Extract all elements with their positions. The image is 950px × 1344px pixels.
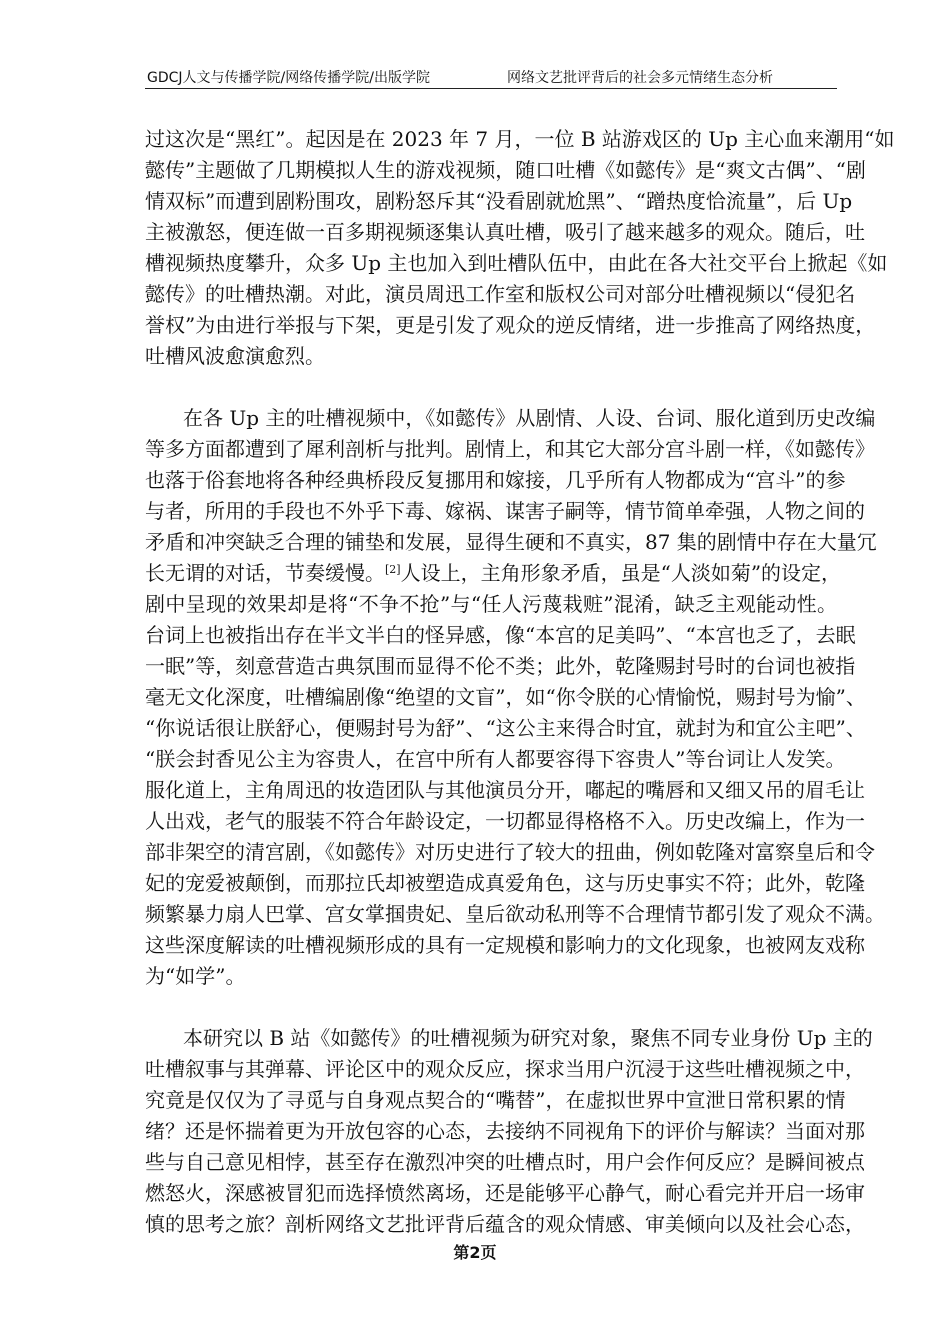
text-line: 吐槽风波愈演愈烈。 bbox=[145, 344, 325, 368]
header-paper-title: 网络文艺批评背后的社会多元情绪生态分析 bbox=[507, 70, 773, 86]
text-line: 主被激怒，便连做一百多期视频逐集认真吐槽，吸引了越来越多的观众。随后，吐 bbox=[145, 220, 865, 244]
text-line: 在各 Up 主的吐槽视频中，《如懿传》从剧情、人设、台词、服化道到历史改编 bbox=[183, 406, 876, 430]
text-line: 槽视频热度攀升，众多 Up 主也加入到吐槽队伍中，由此在各大社交平台上掀起《如 bbox=[145, 251, 888, 275]
page-header bbox=[145, 64, 837, 89]
text-line: “你说话很让朕舒心，便赐封号为舒”、“这公主来得合时宜，就封为和宜公主吧”、 bbox=[145, 716, 866, 740]
paragraph bbox=[145, 124, 895, 372]
citation-marker: [2] bbox=[385, 563, 401, 576]
text-line: 情双标”而遭到剧粉围攻，剧粉怒斥其“没看剧就尬黑”、“蹭热度恰流量”，后 Up bbox=[145, 189, 853, 213]
document-body bbox=[145, 124, 895, 1271]
text-line: 台词上也被指出存在半文半白的怪异感，像“本宫的足美吗”、“本宫也乏了，去眠 bbox=[145, 623, 856, 647]
text-line: 等多方面都遭到了犀利剖析与批判。剧情上，和其它大部分宫斗剧一样，《如懿传》 bbox=[145, 437, 875, 461]
text-line: 懿传》的吐槽热潮。对此，演员周迅工作室和版权公司对部分吐槽视频以“侵犯名 bbox=[145, 282, 856, 306]
text-line: 剧中呈现的效果却是将“不争不抢”与“任人污蔑栽赃”混淆，缺乏主观能动性。 bbox=[145, 592, 837, 616]
text-line: 服化道上，主角周迅的妆造团队与其他演员分开，嘟起的嘴唇和又细又吊的眉毛让 bbox=[145, 778, 865, 802]
page-number: 第2页 bbox=[453, 1243, 497, 1262]
text-line: 究竟是仅仅为了寻觅与自身观点契合的“嘴替”，在虚拟世界中宣泄日常积累的情 bbox=[145, 1088, 846, 1112]
text-line: 本研究以 B 站《如懿传》的吐槽视频为研究对象，聚焦不同专业身份 Up 主的 bbox=[183, 1026, 873, 1050]
text-line: 这些深度解读的吐槽视频形成的具有一定规模和影响力的文化现象，也被网友戏称 bbox=[145, 933, 865, 957]
text-line: 也落于俗套地将各种经典桥段反复挪用和嫁接，几乎所有人物都成为“宫斗”的参 bbox=[145, 468, 846, 492]
text-line: 长无谓的对话，节奏缓慢。[2]人设上，主角形象矛盾，虽是“人淡如菊”的设定， bbox=[145, 561, 842, 585]
text-line: 与者，所用的手段也不外乎下毒、嫁祸、谋害子嗣等，情节简单牵强，人物之间的 bbox=[145, 499, 865, 523]
text-line: 绪？还是怀揣着更为开放包容的心态，去接纳不同视角下的评价与解读？当面对那 bbox=[145, 1119, 865, 1143]
text-line: 些与自己意见相悖，甚至存在激烈冲突的吐槽点时，用户会作何反应？是瞬间被点 bbox=[145, 1150, 865, 1174]
header-institution: GDCJ人文与传播学院/网络传播学院/出版学院 bbox=[147, 70, 430, 86]
paragraph bbox=[145, 1023, 873, 1240]
text-line: 燃怒火，深感被冒犯而选择愤然离场，还是能够平心静气，耐心看完并开启一场审 bbox=[145, 1181, 865, 1205]
text-line: 一眠”等，刻意营造古典氛围而显得不伦不类；此外，乾隆赐封号时的台词也被指 bbox=[145, 654, 856, 678]
text-line: 毫无文化深度，吐槽编剧像“绝望的文盲”，如“你令朕的心情愉悦，赐封号为愉”、 bbox=[145, 685, 866, 709]
text-line: 矛盾和冲突缺乏合理的铺垫和发展，显得生硬和不真实，87 集的剧情中存在大量冗 bbox=[145, 530, 877, 554]
paragraph bbox=[145, 403, 885, 992]
text-line: 为“如学”。 bbox=[145, 964, 246, 988]
text-line: 吐槽叙事与其弹幕、评论区中的观众反应，探求当用户沉浸于这些吐槽视频之中， bbox=[145, 1057, 865, 1081]
text-line: 人出戏，老气的服装不符合年龄设定，一切都显得格格不入。历史改编上，作为一 bbox=[145, 809, 865, 833]
text-line: 过这次是“黑红”。起因是在 2023 年 7 月，一位 B 站游戏区的 Up 主心血来潮用“如 bbox=[145, 127, 895, 151]
text-line: 誉权”为由进行举报与下架，更是引发了观众的逆反情绪，进一步推高了网络热度， bbox=[145, 313, 876, 337]
text-line: 部非架空的清宫剧，《如懿传》对历史进行了较大的扭曲，例如乾隆对富察皇后和令 bbox=[145, 840, 875, 864]
text-line: 频繁暴力扇人巴掌、宫女掌掴贵妃、皇后欲动私刑等不合理情节都引发了观众不满。 bbox=[145, 902, 885, 926]
text-line: 懿传”主题做了几期模拟人生的游戏视频，随口吐槽《如懿传》是“爽文古偶”、“剧 bbox=[145, 158, 866, 182]
text-line: “朕会封香见公主为容贵人，在宫中所有人都要容得下容贵人”等台词让人发笑。 bbox=[145, 747, 846, 771]
text-line: 妃的宠爱被颠倒，而那拉氏却被塑造成真爱角色，这与历史事实不符；此外，乾隆 bbox=[145, 871, 865, 895]
text-line: 慎的思考之旅？剖析网络文艺批评背后蕴含的观众情感、审美倾向以及社会心态， bbox=[145, 1212, 865, 1236]
